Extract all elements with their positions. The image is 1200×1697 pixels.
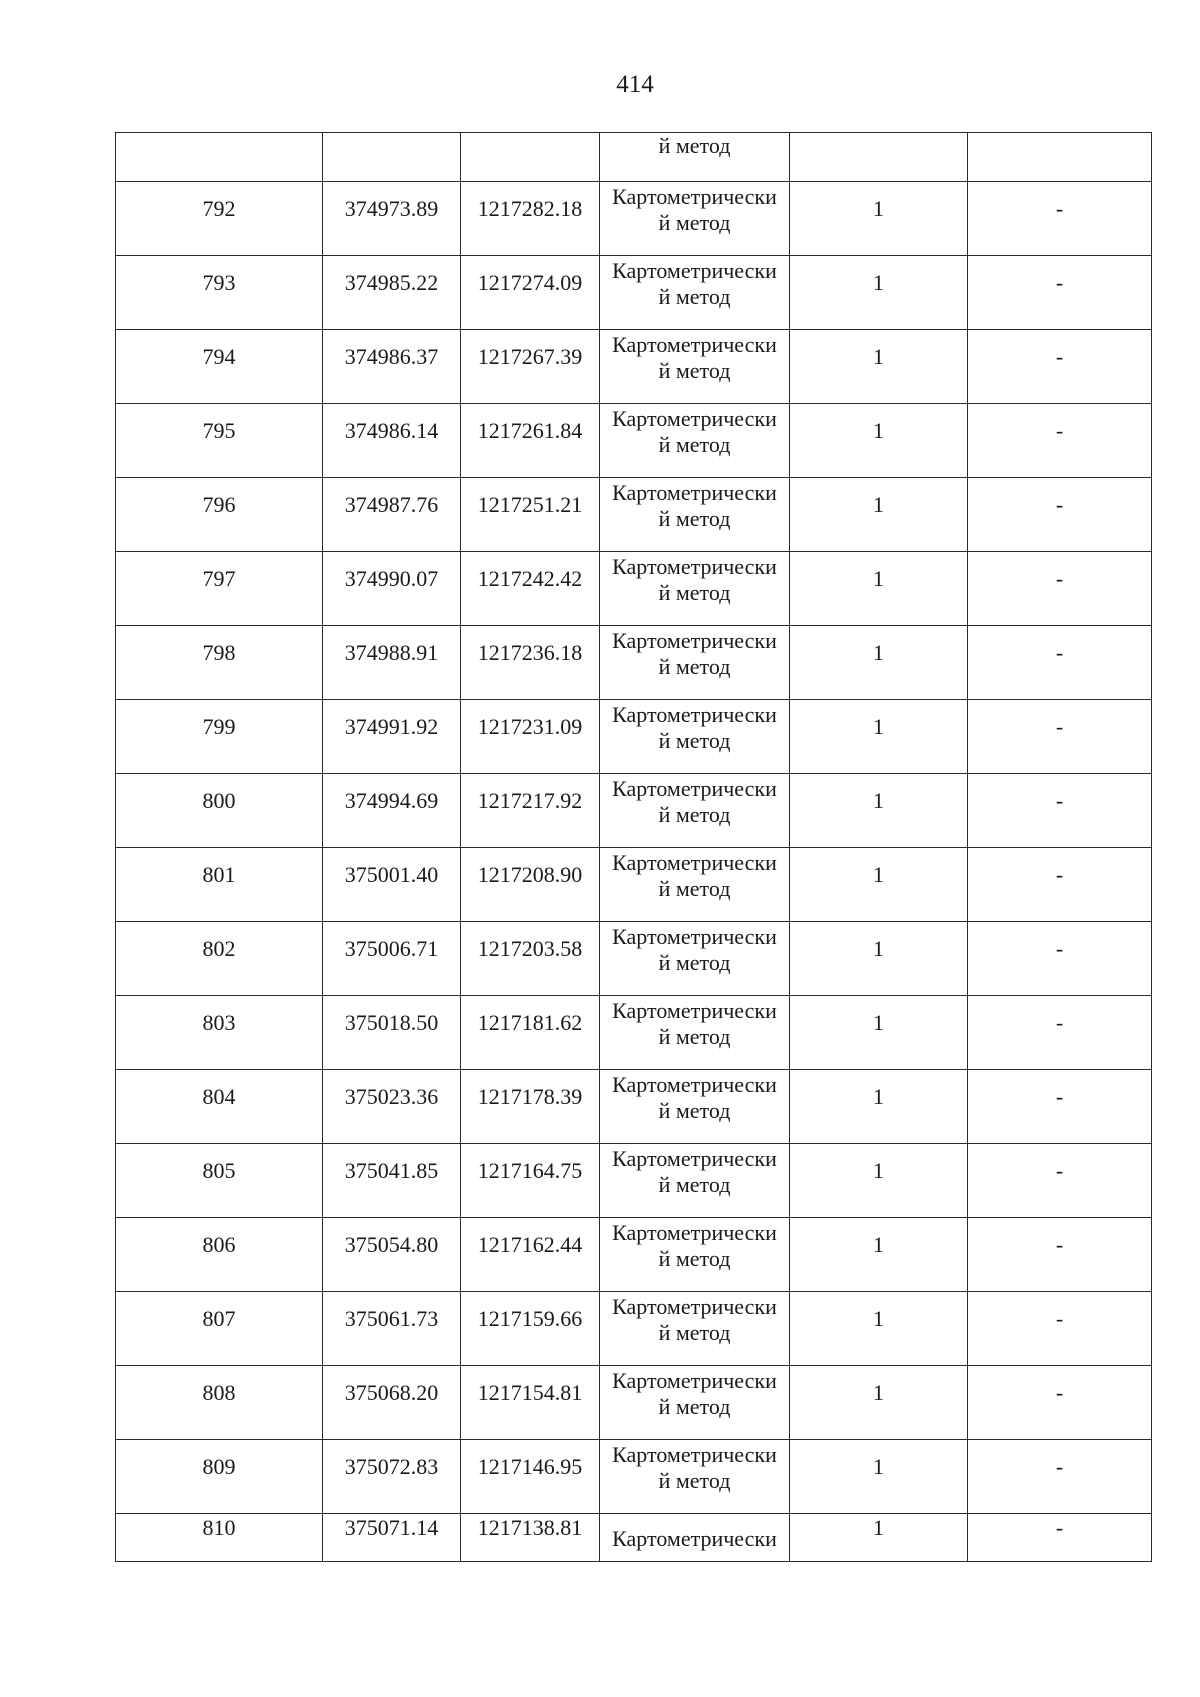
cell-accuracy: 1 bbox=[790, 774, 968, 848]
cell-y: 1217236.18 bbox=[461, 626, 600, 700]
table-row bbox=[116, 1292, 1152, 1366]
cell-point-number: 801 bbox=[116, 848, 323, 922]
cell-point-number: 803 bbox=[116, 996, 323, 1070]
cell-point-number: 805 bbox=[116, 1144, 323, 1218]
cell-x: 374986.14 bbox=[323, 404, 461, 478]
cell-note: - bbox=[968, 256, 1152, 330]
cell-note: - bbox=[968, 1292, 1152, 1366]
cell-point-number: 807 bbox=[116, 1292, 323, 1366]
cell-x: 374987.76 bbox=[323, 478, 461, 552]
method-line-1: Картометрически bbox=[612, 702, 777, 727]
cell-method bbox=[600, 133, 790, 182]
method-line-2: й метод bbox=[658, 284, 731, 309]
method-line-2: й метод bbox=[658, 210, 731, 235]
method-line-2: й метод bbox=[658, 1320, 731, 1345]
cell-y: 1217138.81 bbox=[461, 1514, 600, 1562]
cell-accuracy: 1 bbox=[790, 1440, 968, 1514]
method-line-1: Картометрически bbox=[612, 998, 777, 1023]
cell-method bbox=[600, 1440, 790, 1514]
method-line-1: Картометрически bbox=[612, 1442, 777, 1467]
cell-accuracy: 1 bbox=[790, 1366, 968, 1440]
table-row bbox=[116, 848, 1152, 922]
method-line-2: й метод bbox=[658, 1394, 731, 1419]
cell-note: - bbox=[968, 700, 1152, 774]
cell-method bbox=[600, 330, 790, 404]
cell-x: 374985.22 bbox=[323, 256, 461, 330]
cell-y: 1217282.18 bbox=[461, 182, 600, 256]
cell-note: - bbox=[968, 478, 1152, 552]
cell-accuracy: 1 bbox=[790, 1070, 968, 1144]
method-line-2: й метод bbox=[658, 432, 731, 457]
cell-x bbox=[323, 133, 461, 182]
table-row bbox=[116, 330, 1152, 404]
cell-x: 375054.80 bbox=[323, 1218, 461, 1292]
cell-point-number: 798 bbox=[116, 626, 323, 700]
cell-point-number: 792 bbox=[116, 182, 323, 256]
table-row bbox=[116, 700, 1152, 774]
cell-method bbox=[600, 1070, 790, 1144]
cell-note: - bbox=[968, 1514, 1152, 1562]
method-line-2: й метод bbox=[658, 1246, 731, 1271]
cell-point-number: 796 bbox=[116, 478, 323, 552]
coordinates-table bbox=[115, 132, 1152, 1562]
cell-accuracy: 1 bbox=[790, 256, 968, 330]
method-line-1: Картометрически bbox=[612, 480, 777, 505]
method-line-1: Картометрически bbox=[612, 406, 777, 431]
cell-x: 374986.37 bbox=[323, 330, 461, 404]
cell-method bbox=[600, 1218, 790, 1292]
cell-note: - bbox=[968, 1218, 1152, 1292]
cell-note: - bbox=[968, 922, 1152, 996]
cell-x: 375068.20 bbox=[323, 1366, 461, 1440]
cell-x: 375041.85 bbox=[323, 1144, 461, 1218]
cell-point-number: 793 bbox=[116, 256, 323, 330]
cell-method bbox=[600, 626, 790, 700]
method-line-2: й метод bbox=[658, 1468, 731, 1493]
cell-accuracy: 1 bbox=[790, 626, 968, 700]
cell-method bbox=[600, 552, 790, 626]
cell-method bbox=[600, 774, 790, 848]
table-row bbox=[116, 182, 1152, 256]
cell-x: 374988.91 bbox=[323, 626, 461, 700]
method-line-2: й метод bbox=[658, 654, 731, 679]
cell-y: 1217203.58 bbox=[461, 922, 600, 996]
cell-x: 374990.07 bbox=[323, 552, 461, 626]
cell-note: - bbox=[968, 1366, 1152, 1440]
cell-method bbox=[600, 996, 790, 1070]
table-row-last bbox=[116, 1514, 1152, 1562]
cell-note: - bbox=[968, 996, 1152, 1070]
method-line-1: Картометрически bbox=[612, 258, 777, 283]
table-row bbox=[116, 1144, 1152, 1218]
method-line-2: й метод bbox=[658, 876, 731, 901]
cell-accuracy: 1 bbox=[790, 478, 968, 552]
cell-note: - bbox=[968, 1440, 1152, 1514]
cell-point-number: 800 bbox=[116, 774, 323, 848]
cell-method bbox=[600, 1514, 790, 1562]
cell-y: 1217159.66 bbox=[461, 1292, 600, 1366]
cell-y: 1217162.44 bbox=[461, 1218, 600, 1292]
cell-y: 1217154.81 bbox=[461, 1366, 600, 1440]
cell-x: 374991.92 bbox=[323, 700, 461, 774]
cell-point-number: 809 bbox=[116, 1440, 323, 1514]
cell-accuracy: 1 bbox=[790, 848, 968, 922]
cell-x: 375072.83 bbox=[323, 1440, 461, 1514]
cell-y: 1217251.21 bbox=[461, 478, 600, 552]
cell-method bbox=[600, 700, 790, 774]
cell-y: 1217181.62 bbox=[461, 996, 600, 1070]
cell-x: 374973.89 bbox=[323, 182, 461, 256]
cell-y: 1217242.42 bbox=[461, 552, 600, 626]
method-line-1: Картометрически bbox=[612, 776, 777, 801]
cell-accuracy: 1 bbox=[790, 700, 968, 774]
cell-point-number: 795 bbox=[116, 404, 323, 478]
cell-x: 375071.14 bbox=[323, 1514, 461, 1562]
cell-note: - bbox=[968, 774, 1152, 848]
method-line-2: й метод bbox=[658, 1172, 731, 1197]
method-line-2: й метод bbox=[658, 950, 731, 975]
cell-x: 375006.71 bbox=[323, 922, 461, 996]
method-line-1: Картометрически bbox=[612, 1294, 777, 1319]
table-row bbox=[116, 404, 1152, 478]
cell-method bbox=[600, 404, 790, 478]
method-line-1: Картометрически bbox=[612, 1146, 777, 1171]
table-row bbox=[116, 256, 1152, 330]
table-row bbox=[116, 996, 1152, 1070]
cell-note: - bbox=[968, 626, 1152, 700]
cell-note: - bbox=[968, 848, 1152, 922]
cell-note: - bbox=[968, 552, 1152, 626]
cell-point-number: 799 bbox=[116, 700, 323, 774]
cell-method bbox=[600, 256, 790, 330]
cell-accuracy: 1 bbox=[790, 182, 968, 256]
method-line-2: й метод bbox=[658, 1024, 731, 1049]
cell-accuracy: 1 bbox=[790, 330, 968, 404]
cell-note: - bbox=[968, 1070, 1152, 1144]
cell-accuracy: 1 bbox=[790, 552, 968, 626]
cell-method bbox=[600, 478, 790, 552]
method-line-2: й метод bbox=[658, 1098, 731, 1123]
cell-y: 1217217.92 bbox=[461, 774, 600, 848]
cell-y: 1217274.09 bbox=[461, 256, 600, 330]
cell-point-number: 797 bbox=[116, 552, 323, 626]
method-line-2: й метод bbox=[658, 506, 731, 531]
table-row bbox=[116, 1366, 1152, 1440]
cell-accuracy bbox=[790, 133, 968, 182]
method-line-2: й метод bbox=[658, 580, 731, 605]
cell-point-number: 802 bbox=[116, 922, 323, 996]
cell-x: 374994.69 bbox=[323, 774, 461, 848]
cell-note: - bbox=[968, 1144, 1152, 1218]
cell-point-number bbox=[116, 133, 323, 182]
cell-y: 1217164.75 bbox=[461, 1144, 600, 1218]
cell-y: 1217146.95 bbox=[461, 1440, 600, 1514]
cell-method bbox=[600, 1366, 790, 1440]
table-row bbox=[116, 774, 1152, 848]
cell-y: 1217231.09 bbox=[461, 700, 600, 774]
cell-y: 1217178.39 bbox=[461, 1070, 600, 1144]
cell-y: 1217261.84 bbox=[461, 404, 600, 478]
cell-point-number: 810 bbox=[116, 1514, 323, 1562]
method-line-1: Картометрически bbox=[612, 1368, 777, 1393]
table-row bbox=[116, 626, 1152, 700]
method-line-1: Картометрически bbox=[612, 924, 777, 949]
cell-note: - bbox=[968, 404, 1152, 478]
cell-note: - bbox=[968, 330, 1152, 404]
cell-method bbox=[600, 1292, 790, 1366]
cell-accuracy: 1 bbox=[790, 1514, 968, 1562]
cell-y bbox=[461, 133, 600, 182]
method-line-2: й метод bbox=[658, 358, 731, 383]
cell-x: 375061.73 bbox=[323, 1292, 461, 1366]
cell-note bbox=[968, 133, 1152, 182]
cell-accuracy: 1 bbox=[790, 1218, 968, 1292]
method-line-2: й метод bbox=[658, 728, 731, 753]
cell-method bbox=[600, 182, 790, 256]
page-number: 414 bbox=[616, 71, 654, 98]
method-line-1: Картометрически bbox=[612, 1072, 777, 1097]
method-line-1: Картометрически bbox=[612, 1526, 777, 1551]
cell-x: 375001.40 bbox=[323, 848, 461, 922]
cell-y: 1217208.90 bbox=[461, 848, 600, 922]
cell-accuracy: 1 bbox=[790, 404, 968, 478]
cell-accuracy: 1 bbox=[790, 1144, 968, 1218]
method-line-1: Картометрически bbox=[612, 1220, 777, 1245]
method-tail: й метод bbox=[658, 133, 731, 158]
table-row bbox=[116, 1440, 1152, 1514]
cell-point-number: 808 bbox=[116, 1366, 323, 1440]
table-row-continuation bbox=[116, 133, 1152, 182]
cell-method bbox=[600, 848, 790, 922]
method-line-1: Картометрически bbox=[612, 554, 777, 579]
method-line-1: Картометрически bbox=[612, 628, 777, 653]
table-row bbox=[116, 1070, 1152, 1144]
table-row bbox=[116, 478, 1152, 552]
cell-accuracy: 1 bbox=[790, 922, 968, 996]
method-line-2: й метод bbox=[658, 802, 731, 827]
cell-accuracy: 1 bbox=[790, 1292, 968, 1366]
cell-point-number: 804 bbox=[116, 1070, 323, 1144]
cell-accuracy: 1 bbox=[790, 996, 968, 1070]
table-row bbox=[116, 922, 1152, 996]
cell-y: 1217267.39 bbox=[461, 330, 600, 404]
method-line-1: Картометрически bbox=[612, 184, 777, 209]
table-row bbox=[116, 1218, 1152, 1292]
cell-point-number: 794 bbox=[116, 330, 323, 404]
method-line-1: Картометрически bbox=[612, 332, 777, 357]
cell-x: 375018.50 bbox=[323, 996, 461, 1070]
table-row bbox=[116, 552, 1152, 626]
cell-point-number: 806 bbox=[116, 1218, 323, 1292]
method-line-1: Картометрически bbox=[612, 850, 777, 875]
cell-method bbox=[600, 922, 790, 996]
cell-x: 375023.36 bbox=[323, 1070, 461, 1144]
cell-method bbox=[600, 1144, 790, 1218]
cell-note: - bbox=[968, 182, 1152, 256]
